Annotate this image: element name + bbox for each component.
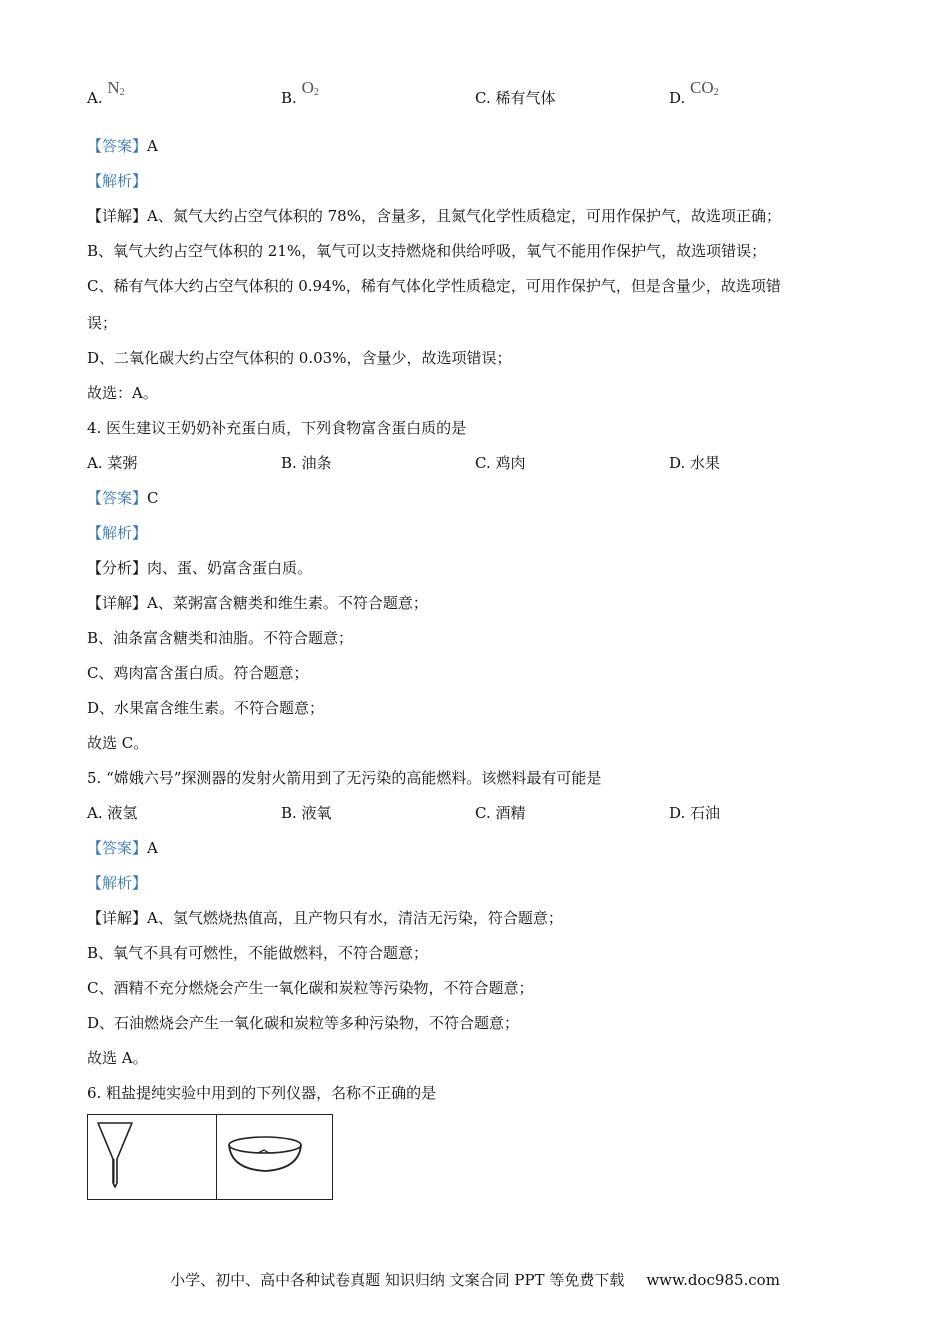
q5-detail-line-4: D、石油燃烧会产生一氧化碳和炭粒等多种污染物，不符合题意；	[87, 1014, 520, 1032]
page-footer	[0, 1270, 950, 1290]
q3-detail-line-2: B、氧气大约占空气体积的 21%，氧气可以支持燃烧和供给呼吸，氧气不能用作保护气，故选项错误；	[87, 242, 767, 260]
q4-option-d: D. 水果	[669, 454, 721, 472]
q4-detail-line-4: D、水果富含维生素。不符合题意；	[87, 699, 325, 717]
q5-jiexi: 【解析】	[87, 874, 148, 892]
figure-cell-funnel	[88, 1115, 217, 1199]
q4-detail-line-1: 【详解】A、菜粥富含糖类和维生素。不符合题意；	[87, 594, 428, 612]
q4-detail-conclusion: 故选 C。	[87, 734, 149, 752]
q5-detail-line-1: 【详解】A、氢气燃烧热值高，且产物只有水，清洁无污染，符合题意；	[87, 909, 563, 927]
q4-option-b: B. 油条	[281, 454, 332, 472]
q3-detail-line-3: C、稀有气体大约占空气体积的 0.94%，稀有气体化学性质稳定，可用作保护气，但是含量少，故选项错	[87, 277, 781, 295]
footer-text: 小学、初中、高中各种试卷真题 知识归纳 文案合同 PPT 等免费下载	[170, 1271, 625, 1289]
option-label: A.	[87, 89, 103, 107]
q5-option-b: B. 液氧	[281, 804, 332, 822]
q5-detail-conclusion: 故选 A。	[87, 1049, 148, 1067]
q3-option-c: C. 稀有气体	[475, 89, 556, 107]
instrument-figure-table	[87, 1114, 333, 1200]
chem-formula-o2: $O_2$	[301, 78, 319, 98]
option-label: D.	[669, 89, 686, 107]
q4-option-c: C. 鸡肉	[475, 454, 526, 472]
q3-detail-line-3-cont: 误；	[87, 314, 118, 332]
q5-detail-line-2: B、氧气不具有可燃性，不能做燃料，不符合题意；	[87, 944, 429, 962]
q5-answer: 【答案】A	[87, 839, 158, 857]
q4-detail-line-3: C、鸡肉富含蛋白质。符合题意；	[87, 664, 309, 682]
q6-stem: 6. 粗盐提纯实验中用到的下列仪器，名称不正确的是	[87, 1084, 437, 1102]
q4-option-a: A. 菜粥	[87, 454, 138, 472]
q5-stem: 5. “嫦娥六号”探测器的发射火箭用到了无污染的高能燃料。该燃料最有可能是	[87, 769, 602, 787]
q3-option-d	[669, 78, 719, 111]
q4-analysis: 【分析】肉、蛋、奶富含蛋白质。	[87, 559, 313, 577]
q4-jiexi: 【解析】	[87, 524, 148, 542]
figure-cell-evaporating-dish	[217, 1115, 332, 1199]
q3-detail-conclusion: 故选：A。	[87, 384, 158, 402]
q4-stem: 4. 医生建议王奶奶补充蛋白质，下列食物富含蛋白质的是	[87, 419, 467, 437]
q3-option-a	[87, 78, 125, 111]
q5-detail-line-3: C、酒精不充分燃烧会产生一氧化碳和炭粒等污染物，不符合题意；	[87, 979, 534, 997]
q3-detail-line-1: 【详解】A、氮气大约占空气体积的 78%，含量多，且氮气化学性质稳定，可用作保护气，故选项正确；	[87, 207, 781, 225]
q4-answer: 【答案】C	[87, 489, 159, 507]
chem-formula-co2: $CO_2$	[690, 78, 719, 98]
chem-formula-n2: $N_2$	[107, 78, 125, 98]
q4-detail-line-2: B、油条富含糖类和油脂。不符合题意；	[87, 629, 354, 647]
q5-option-c: C. 酒精	[475, 804, 526, 822]
footer-url[interactable]: www.doc985.com	[646, 1271, 780, 1289]
funnel-icon	[88, 1115, 215, 1199]
q5-option-d: D. 石油	[669, 804, 721, 822]
q5-option-a: A. 液氢	[87, 804, 138, 822]
option-label: B.	[281, 89, 297, 107]
q3-detail-line-4: D、二氧化碳大约占空气体积的 0.03%，含量少，故选项错误；	[87, 349, 512, 367]
q3-jiexi: 【解析】	[87, 172, 148, 190]
q3-option-b	[281, 78, 319, 111]
q3-answer: 【答案】A	[87, 137, 158, 155]
evaporating-dish-icon	[217, 1115, 332, 1199]
